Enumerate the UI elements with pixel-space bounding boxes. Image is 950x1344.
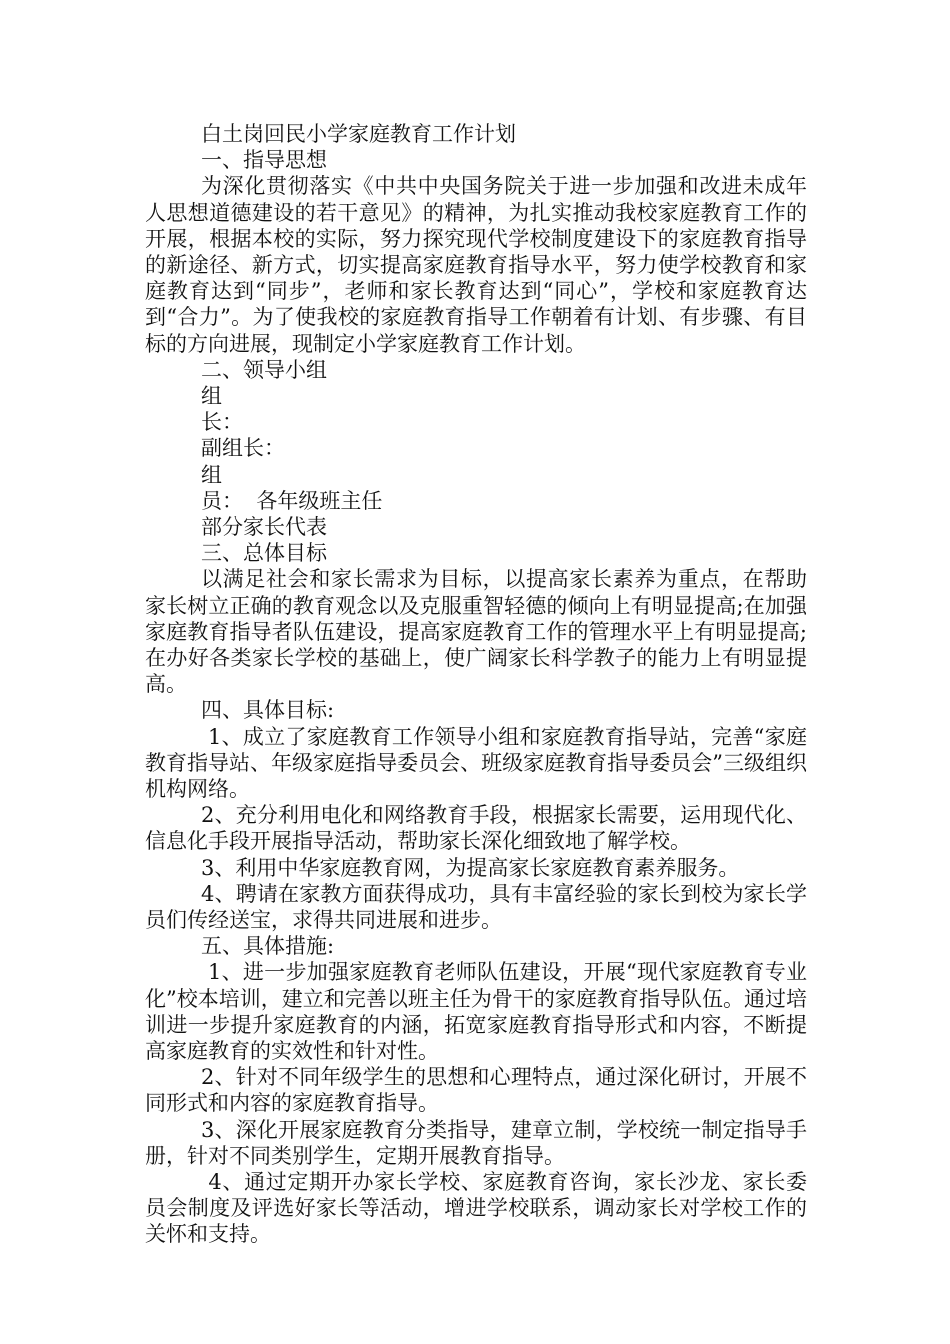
paragraph-guiding-thought: 为深化贯彻落实《中共中央国务院关于进一步加强和改进未成年人思想道德建设的若干意见》的精神，为扎实推动我校家庭教育工作的开展，根据本校的实际，努力探究现代学校制度建设下的家庭教育指导的新途径、新方式，切实提高家庭教育指导水平，努力使学校教育和家庭教育达到“同步”，老师和家长教育达到“同心”，学校和家庭教育达到“合力”。为了使我校的家庭教育指导工作朝着有计划、有步骤、有目标的方向进展，现制定小学家庭教育工作计划。 <box>145 174 807 356</box>
section-heading-specific-goals: 四、具体目标: <box>201 698 335 723</box>
list-item-measure-1: 1、进一步加强家庭教育老师队伍建设，开展“现代家庭教育专业化”校本培训，建立和完善以班主任为骨干的家庭教育指导队伍。通过培训进一步提升家庭教育的内涵，拓宽家庭教育指导形式和内容，不断提高家庭教育的实效性和针对性。 <box>145 960 807 1063</box>
paragraph-overall-goal: 以满足社会和家长需求为目标，以提高家长素养为重点，在帮助家长树立正确的教育观念以及克服重智轻德的倾向上有明显提高;在加强家庭教育指导者队伍建设，提高家庭教育工作的管理水平上有明显提高;在办好各类家长学校的基础上，使广阔家长科学教子的能力上有明显提高。 <box>145 567 807 697</box>
document-page <box>145 121 807 1248</box>
list-item-specific-goal-1: 1、成立了家庭教育工作领导小组和家庭教育指导站，完善“家庭教育指导站、年级家庭指导委员会、班级家庭教育指导委员会”三级组织机构网络。 <box>145 724 807 801</box>
list-item-measure-3: 3、深化开展家庭教育分类指导，建章立制，学校统一制定指导手册，针对不同类别学生，定期开展教育指导。 <box>145 1117 807 1168</box>
section-heading-specific-measures: 五、具体措施: <box>201 934 335 959</box>
deputy-leader-label: 副组长： <box>201 436 285 461</box>
section-heading-overall-goal: 三、总体目标 <box>201 541 327 566</box>
list-item-specific-goal-4: 4、聘请在家教方面获得成功，具有丰富经验的家长到校为家长学员们传经送宝，求得共同进展和进步。 <box>145 881 807 932</box>
document-title: 白土岗回民小学家庭教育工作计划 <box>201 122 516 146</box>
leader-label-part2: 长： <box>201 410 243 435</box>
section-heading-guiding-thought: 一、指导思想 <box>201 148 327 173</box>
parent-representatives: 部分家长代表 <box>201 514 327 539</box>
list-item-specific-goal-3: 3、利用中华家庭教育网，为提高家长家庭教育素养服务。 <box>201 855 740 880</box>
list-item-measure-2: 2、针对不同年级学生的思想和心理特点，通过深化研讨，开展不同形式和内容的家庭教育指导。 <box>145 1065 807 1116</box>
member-label-part2: 员： 各年级班主任 <box>201 488 383 513</box>
list-item-measure-4: 4、通过定期开办家长学校、家庭教育咨询，家长沙龙、家长委员会制度及评选好家长等活动，增进学校联系，调动家长对学校工作的关怀和支持。 <box>145 1169 807 1247</box>
section-heading-leadership-group: 二、领导小组 <box>201 357 327 382</box>
list-item-specific-goal-2: 2、充分利用电化和网络教育手段，根据家长需要，运用现代化、信息化手段开展指导活动，帮助家长深化细致地了解学校。 <box>145 803 807 854</box>
leader-label-part1: 组 <box>201 383 222 408</box>
member-label-part1: 组 <box>201 462 222 487</box>
